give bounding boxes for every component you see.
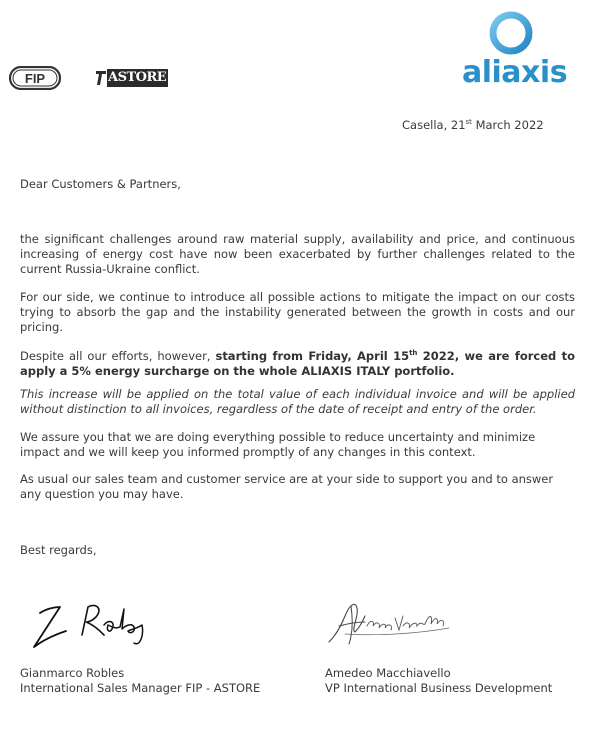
paragraph-3 <box>20 346 575 379</box>
paragraph-3-bold-a: starting from Friday, April 15 <box>215 348 410 363</box>
signatory-right-name: Amedeo Macchiavello <box>325 666 451 680</box>
date-month-year: March 2022 <box>471 118 544 132</box>
letter-date <box>402 118 544 132</box>
paragraph-6: As usual our sales team and customer service are at your side to support you and to answer any question you may have. <box>20 472 554 501</box>
signatory-left-name: Gianmarco Robles <box>20 666 125 680</box>
fip-logo-text: FIP <box>24 71 46 86</box>
signatory-left <box>20 666 260 696</box>
signatory-right-title: VP International Business Development <box>325 681 553 695</box>
signatory-right <box>325 666 552 696</box>
astore-mark-icon <box>95 69 107 87</box>
paragraph-4: This increase will be applied on the total value of each individual invoice and will be applied without distinction to all invoices, regardless of the date of receipt and entry of the order. <box>20 387 575 416</box>
astore-logo <box>95 69 168 87</box>
signature-robles <box>24 595 159 655</box>
paragraph-5: We assure you that we are doing everything possible to reduce uncertainty and minimize impact and we will keep you informed promptly of any changes in this context. <box>20 430 536 459</box>
paragraph-1: the significant challenges around raw material supply, availability and price, and continuous increasing of energy cost have now been exacerbated by further challenges related to the current Russia-Ukraine conflict. <box>20 232 575 276</box>
paragraph-2: For our side, we continue to introduce all possible actions to mitigate the impact on our costs trying to absorb the gap and the instability generated between the growth in costs and our pricing. <box>20 290 575 334</box>
fip-logo <box>9 66 61 90</box>
paragraph-3-bold-b: 2022, we are forced to apply a 5% energy surcharge on the whole ALIAXIS ITALY portfolio. <box>20 348 575 378</box>
signatory-left-title: International Sales Manager FIP - ASTORE <box>20 681 261 695</box>
aliaxis-ring-icon <box>488 10 534 56</box>
paragraph-3-intro: Despite all our efforts, however, <box>20 348 216 363</box>
paragraph-3-bold-sup: th <box>409 349 418 357</box>
closing: Best regards, <box>20 543 97 557</box>
signature-macchiavello <box>325 596 455 651</box>
date-day-suffix: st <box>465 118 472 127</box>
date-place-day: Casella, 21 <box>402 118 466 132</box>
greeting: Dear Customers & Partners, <box>20 177 181 191</box>
aliaxis-logo-text: aliaxis <box>462 55 568 90</box>
astore-logo-text: ASTORE <box>108 70 167 85</box>
